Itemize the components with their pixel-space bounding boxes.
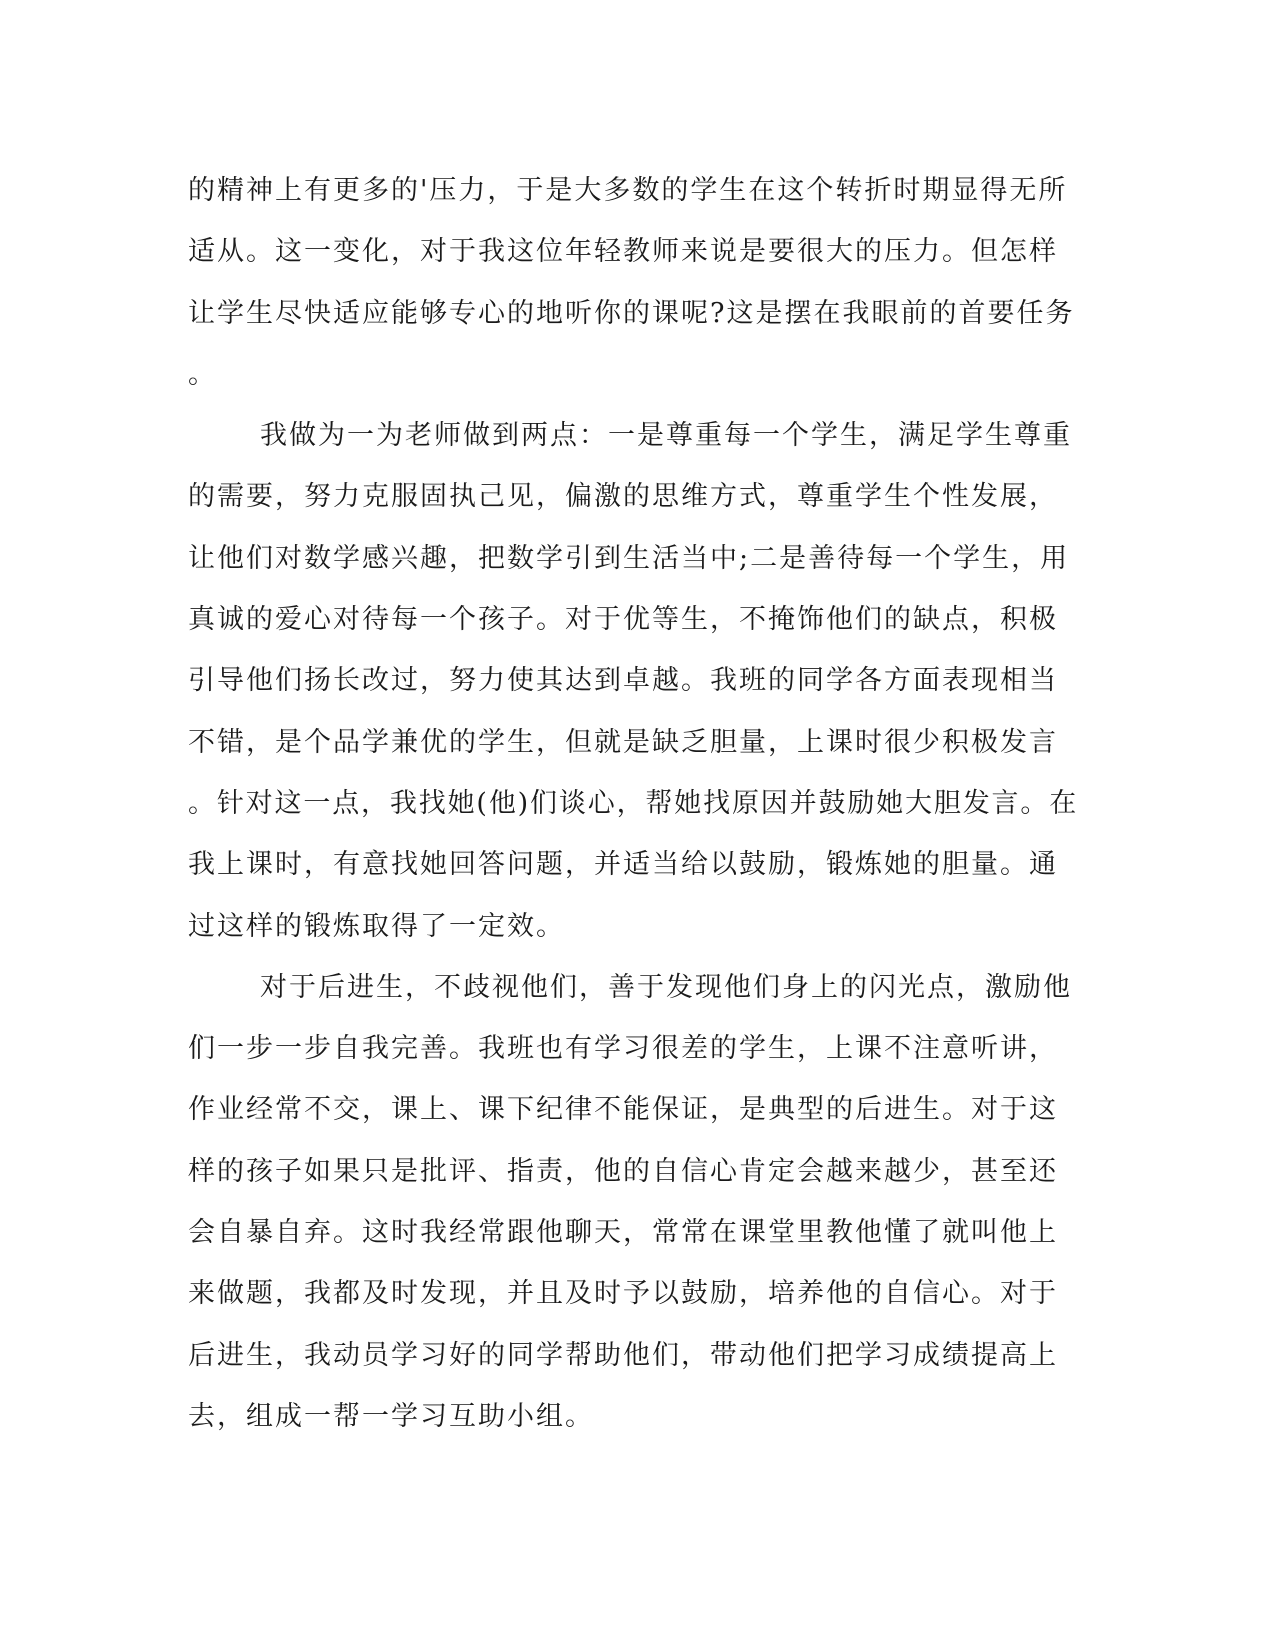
- text-line: 的需要，努力克服固执己见，偏激的思维方式，尊重学生个性发展，: [188, 481, 1058, 513]
- text-line: 。: [188, 358, 217, 390]
- text-line: 引导他们扬长改过，努力使其达到卓越。我班的同学各方面表现相当: [188, 665, 1058, 697]
- text-line: 们一步一步自我完善。我班也有学习很差的学生，上课不注意听讲，: [188, 1033, 1058, 1065]
- text-line: 适从。这一变化，对于我这位年轻教师来说是要很大的压力。但怎样: [188, 236, 1058, 268]
- body-text: [188, 160, 1078, 1447]
- text-line: 。针对这一点，我找她(他)们谈心，帮她找原因并鼓励她大胆发言。在: [188, 787, 1079, 819]
- text-line: 让学生尽快适应能够专心的地听你的课呢?这是摆在我眼前的首要任务: [188, 297, 1075, 329]
- text-line: 过这样的锻炼取得了一定效。: [188, 910, 565, 942]
- text-line: 后进生，我动员学习好的同学帮助他们，带动他们把学习成绩提高上: [188, 1339, 1058, 1371]
- text-line: 的精神上有更多的'压力，于是大多数的学生在这个转折时期显得无所: [188, 175, 1068, 206]
- text-line: 真诚的爱心对待每一个孩子。对于优等生，不掩饰他们的缺点，积极: [188, 604, 1058, 636]
- text-line: 不错，是个品学兼优的学生，但就是缺乏胆量，上课时很少积极发言: [188, 726, 1058, 758]
- text-line: 来做题，我都及时发现，并且及时予以鼓励，培养他的自信心。对于: [188, 1278, 1058, 1310]
- text-line: 让他们对数学感兴趣，把数学引到生活当中;二是善待每一个学生，用: [188, 542, 1070, 574]
- text-line: 作业经常不交，课上、课下纪律不能保证，是典型的后进生。对于这: [188, 1094, 1058, 1126]
- text-line: 我上课时，有意找她回答问题，并适当给以鼓励，锻炼她的胆量。通: [188, 849, 1058, 881]
- text-line: 我做为一为老师做到两点：一是尊重每一个学生，满足学生尊重: [260, 420, 1072, 452]
- text-line: 样的孩子如果只是批评、指责，他的自信心肯定会越来越少，甚至还: [188, 1155, 1058, 1187]
- text-line: 对于后进生，不歧视他们，善于发现他们身上的闪光点，激励他: [260, 971, 1072, 1003]
- text-line: 会自暴自弃。这时我经常跟他聊天，常常在课堂里教他懂了就叫他上: [188, 1217, 1058, 1249]
- text-line: 去，组成一帮一学习互助小组。: [188, 1400, 594, 1432]
